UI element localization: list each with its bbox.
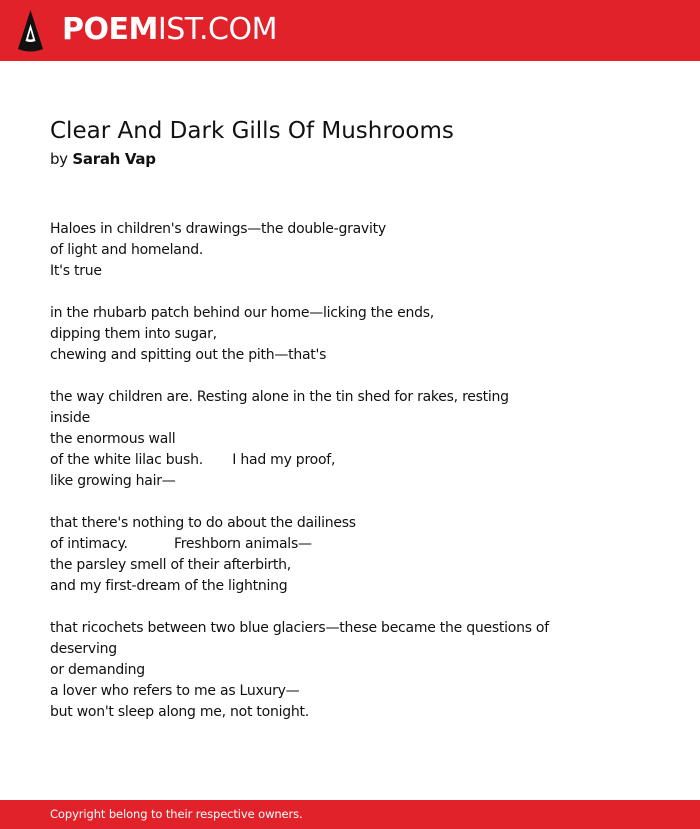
poem-title: Clear And Dark Gills Of Mushrooms [50,118,454,144]
poem-line: a lover who refers to me as Luxury— [50,683,300,699]
poem-line: deserving [50,641,117,657]
poem-line: dipping them into sugar, [50,326,217,342]
poem-line: in the rhubarb patch behind our home—licking the ends, [50,305,434,321]
poem-line: like growing hair— [50,473,176,489]
poem-line: chewing and spitting out the pith—that's [50,347,327,363]
poem-line: of the white lilac bush. I had my proof, [50,452,336,468]
poem-body [50,219,650,723]
poem-line: or demanding [50,662,145,678]
poem-line: inside [50,410,90,426]
poem-line: but won't sleep along me, not tonight. [50,704,309,720]
site-footer [0,800,700,829]
byline-prefix: by [50,150,68,168]
poem-line: that ricochets between two blue glaciers—these became the questions of [50,620,549,636]
poem-line: the parsley smell of their afterbirth, [50,557,291,573]
poem-line: the enormous wall [50,431,176,447]
logo-bold-text: POEM [62,12,158,47]
poem-line: and my first-dream of the lightning [50,578,288,594]
site-logo[interactable] [62,12,277,48]
poem-line: Haloes in children's drawings—the double-gravity [50,221,386,237]
stanza-break [50,597,650,618]
stanza-break [50,492,650,513]
logo-light-text: IST.COM [157,12,277,47]
site-header [0,0,700,61]
poem-line: of light and homeland. [50,242,204,258]
poem-line: It's true [50,263,102,279]
poem-line: of intimacy. Freshborn animals— [50,536,312,552]
byline [50,148,156,170]
stanza-break [50,366,650,387]
stanza-break [50,282,650,303]
author-name: Sarah Vap [72,150,156,168]
poem-line: the way children are. Resting alone in the tin shed for rakes, resting [50,389,509,405]
poem-line: that there's nothing to do about the dailiness [50,515,356,531]
pen-nib-icon[interactable] [17,10,44,52]
copyright-notice: Copyright belong to their respective owners. [50,807,303,821]
